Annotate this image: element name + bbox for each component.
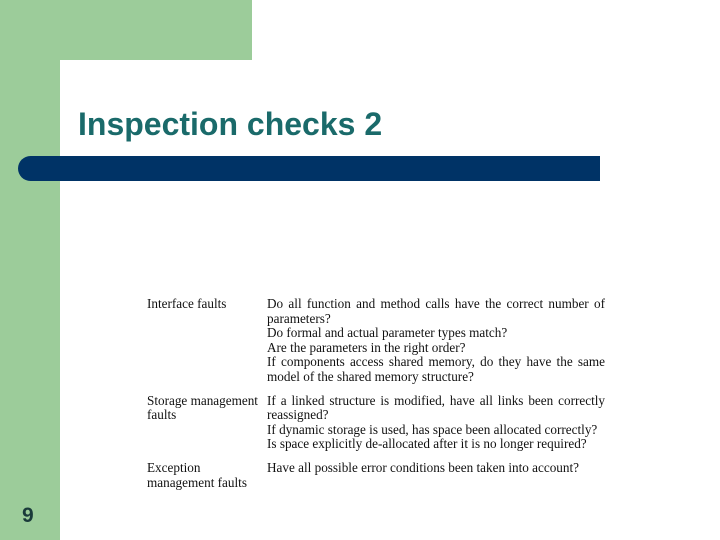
title-underline-bar (18, 156, 600, 181)
slide-number: 9 (22, 504, 34, 527)
fault-class-cell: Storage management faults (147, 392, 258, 423)
check-item: Do formal and actual parameter types match? (267, 325, 508, 341)
left-accent-band (0, 0, 60, 540)
inspection-checks-cell (267, 297, 605, 385)
inspection-checks-cell (267, 461, 605, 490)
table-row (147, 394, 605, 452)
top-accent-band (60, 0, 252, 60)
table-row (147, 297, 605, 385)
check-item: If a linked structure is modified, have all links been correctly reassigned? (267, 392, 605, 423)
inspection-checks-table (147, 297, 605, 490)
fault-class-cell: Exception management faults (147, 459, 247, 490)
check-item: Have all possible error conditions been taken into account? (267, 459, 579, 475)
check-item: If components access shared memory, do they have the same model of the shared memory structure? (267, 354, 605, 384)
table-row (147, 461, 605, 490)
slide-title: Inspection checks 2 (78, 106, 383, 142)
check-item: If dynamic storage is used, has space been allocated correctly? (267, 421, 598, 437)
check-item: Are the parameters in the right order? (267, 339, 466, 355)
check-item: Is space explicitly de-allocated after it is no longer required? (267, 436, 587, 452)
check-item: Do all function and method calls have the correct number of parameters? (267, 296, 605, 326)
inspection-checks-cell (267, 394, 605, 452)
fault-class-cell: Interface faults (147, 296, 227, 311)
